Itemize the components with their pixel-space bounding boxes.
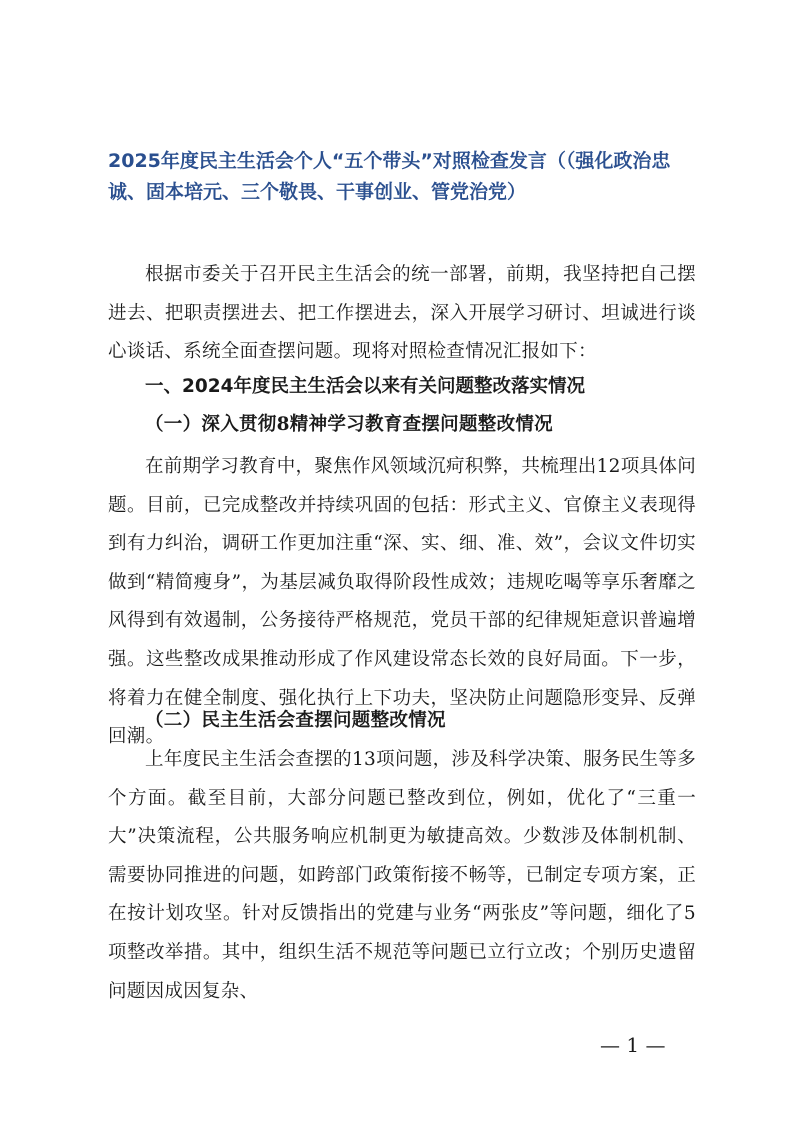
intro-paragraph: 根据市委关于召开民主生活会的统一部署，前期，我坚持把自己摆进去、把职责摆进去、把工作摆进去，深入开展学习研讨、坦诚进行谈心谈话、系统全面查摆问题。现将对照检查情况汇报如下： bbox=[108, 264, 696, 363]
section-heading-1: 一、2024年度民主生活会以来有关问题整改落实情况 bbox=[145, 376, 585, 397]
page-number: — 1 — bbox=[600, 1033, 666, 1057]
subsection-1-paragraph: 在前期学习教育中，聚焦作风领域沉疴积弊，共梳理出12项具体问题。目前，已完成整改并持续巩固的包括：形式主义、官僚主义表现得到有力纠治，调研工作更加注重“深、实、细、准、效”，会议文件切实做到“精简瘦身”，为基层减负取得阶段性成效；违规吃喝等享乐奢靡之风得到有效遏制，公务接待严格规范，党员干部的纪律规矩意识普遍增强。这些整改成果推动形成了作风建设常态长效的良好局面。下一步，将着力在健全制度、强化执行上下功夫，坚决防止问题隐形变异、反弹回潮。 bbox=[108, 456, 696, 748]
subsection-2-paragraph: 上年度民主生活会查摆的13项问题，涉及科学决策、服务民生等多个方面。截至目前，大部分问题已整改到位，例如，优化了“三重一大”决策流程，公共服务响应机制更为敏捷高效。少数涉及体制机制、需要协同推进的问题，如跨部门政策衔接不畅等，已制定专项方案，正在按计划攻坚。针对反馈指出的党建与业务“两张皮”等问题，细化了5项整改举措。其中，组织生活不规范等问题已立行立改；个别历史遗留问题因成因复杂、 bbox=[108, 749, 696, 1002]
document-title: 2025年度民主生活会个人“五个带头”对照检查发言（（强化政治忠诚、固本培元、三个敬畏、干事创业、管党治党） bbox=[108, 150, 671, 203]
subsection-heading-2: （二）民主生活会查摆问题整改情况 bbox=[145, 710, 446, 731]
subsection-heading-1: （一）深入贯彻8精神学习教育查摆问题整改情况 bbox=[145, 414, 553, 435]
